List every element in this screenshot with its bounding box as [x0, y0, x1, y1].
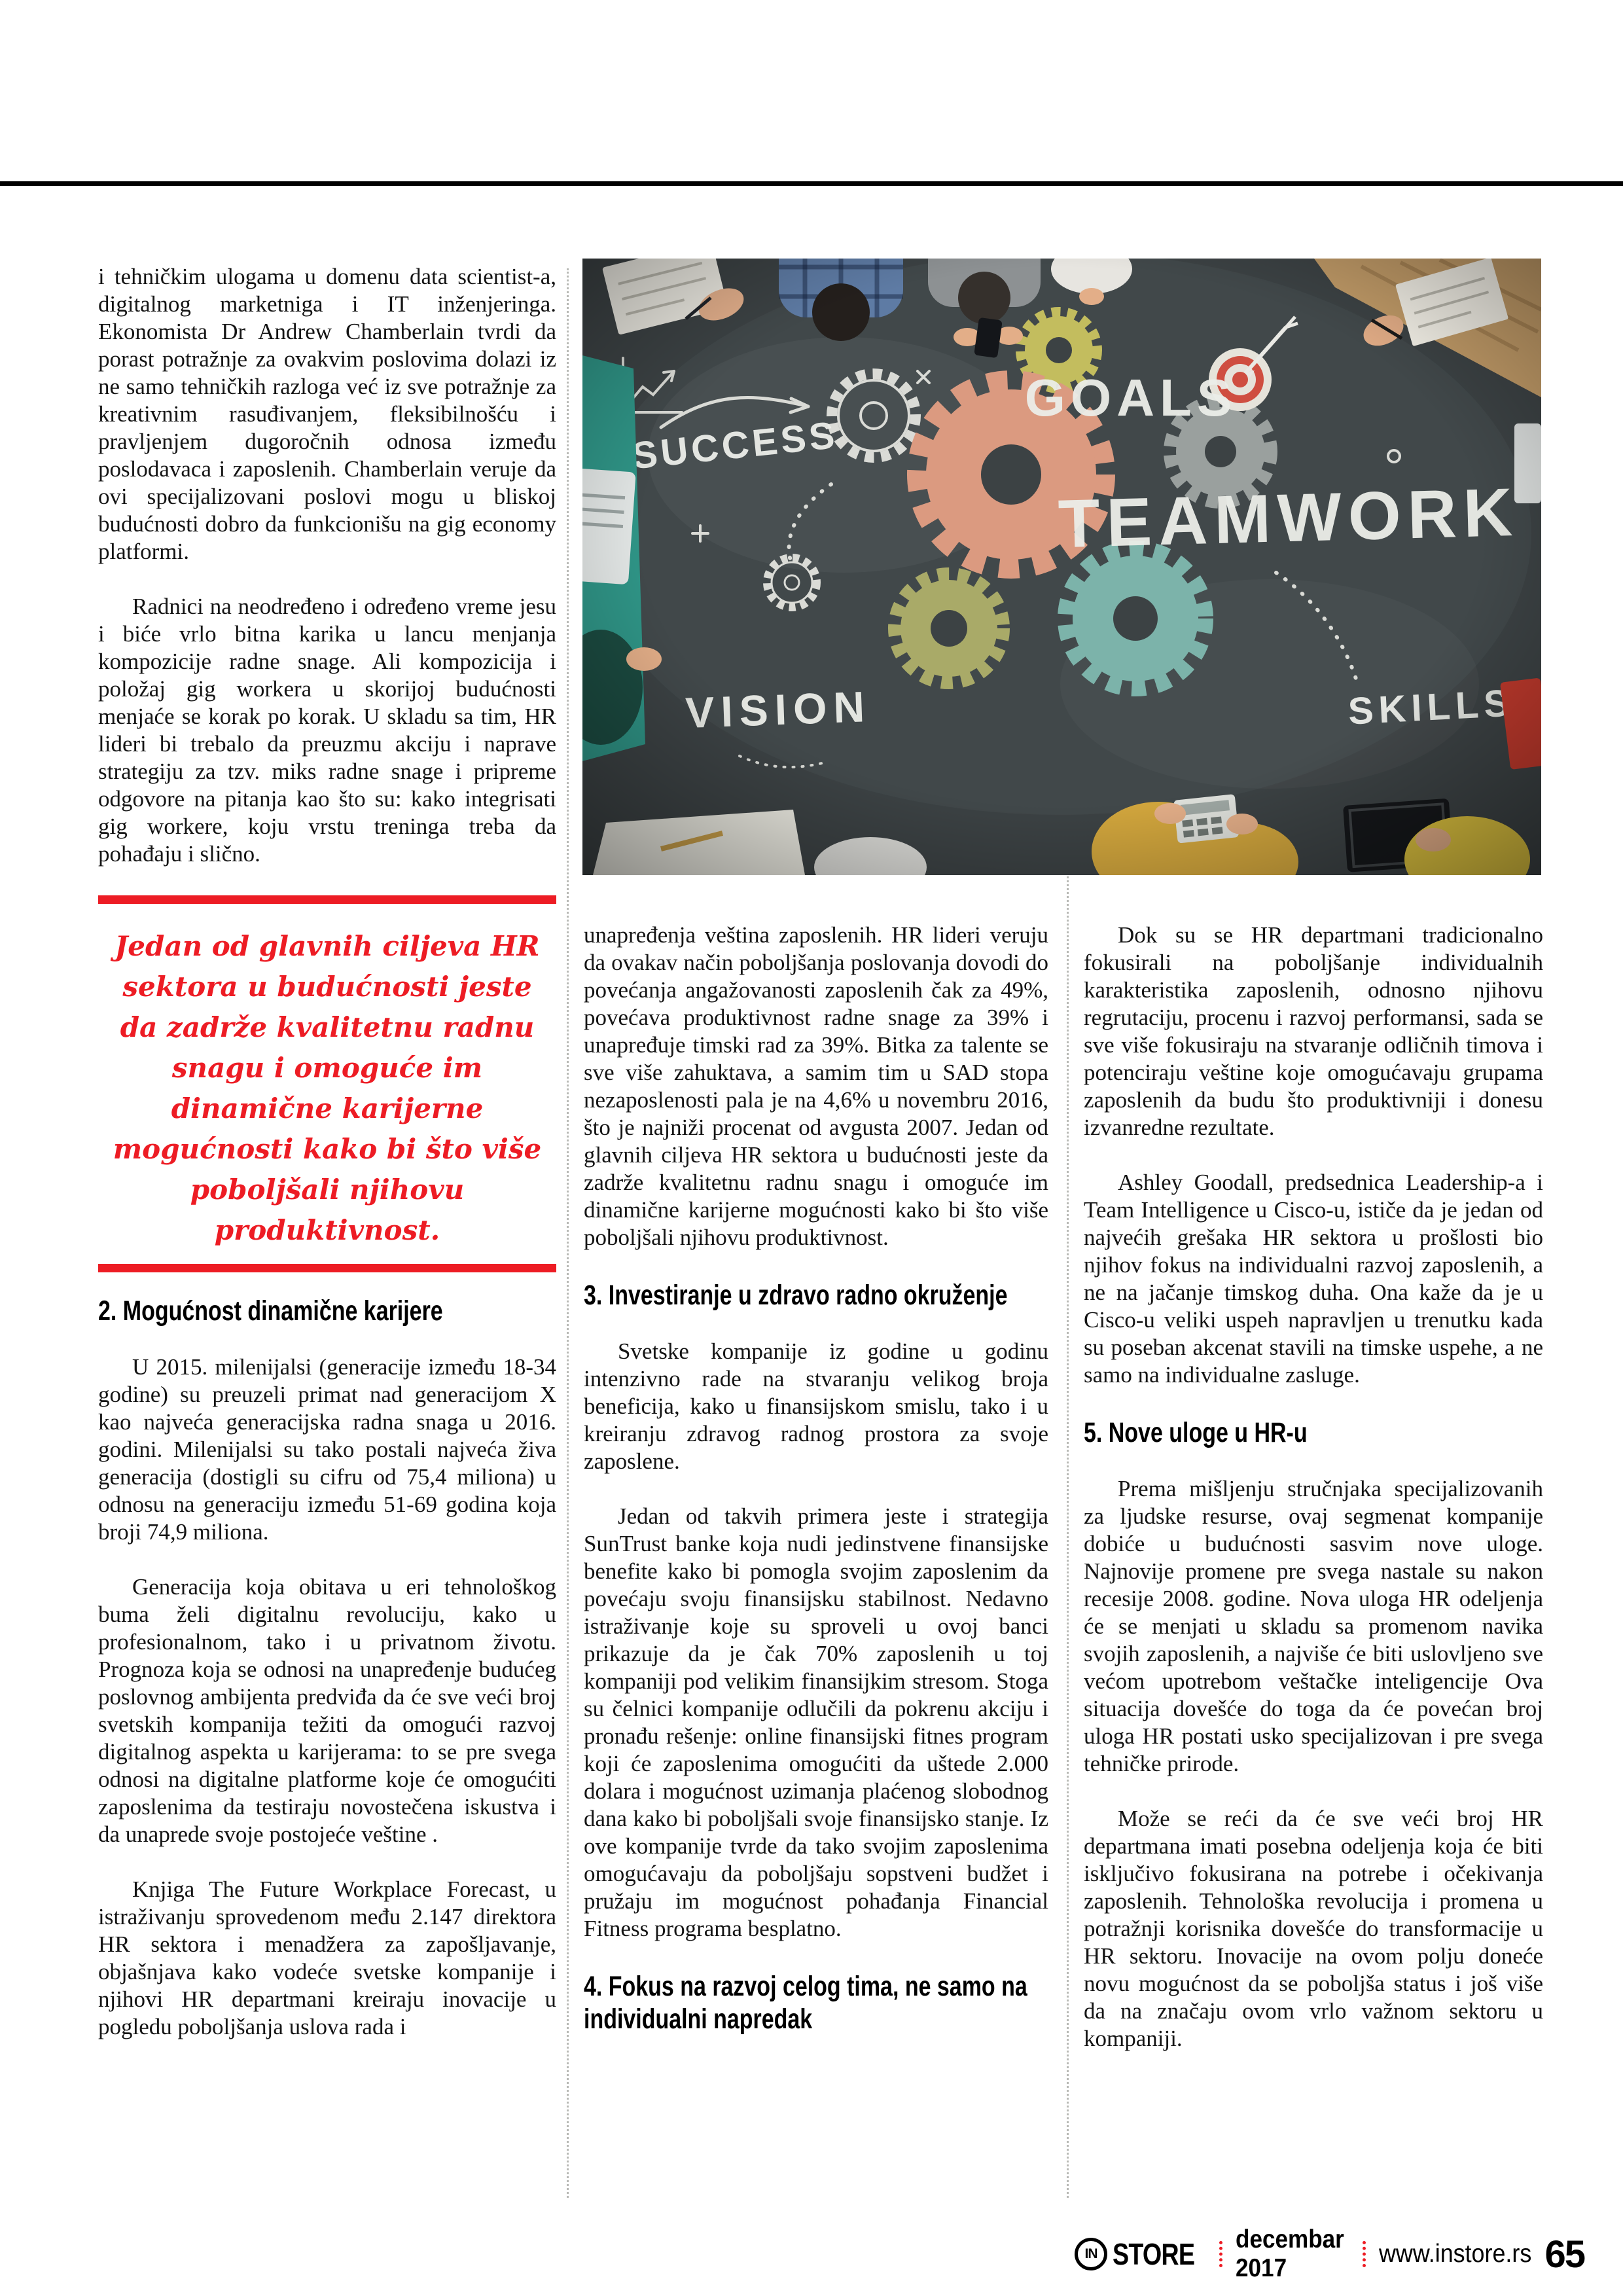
column-1: [98, 263, 556, 2068]
section-heading-2: 2. Mogućnost dinamične karijere: [98, 1295, 443, 1327]
body-paragraph: Može se reći da će sve veći broj HR departmana imati posebna odeljenja koja će biti isključivo fokusirana na potrebe i očekivanja zaposlenih. Tehnološka revolucija i promena u potražnji korisnika dovešće do transformacije u HR sektoru. Inovacije na ovom polju doneće novu mogućnost da se poboljša status i još više da na značaju ovom vrlo važnom sektoru u kompaniji.: [1084, 1806, 1543, 2051]
page-number: 65: [1544, 2233, 1584, 2276]
body-paragraph: Ashley Goodall, predsednica Leadership-a i Team Intelligence u Cisco-u, ističe da je jedan od najvećih grešaka HR sektora u prošlosti bio njihov fokus na individualni razvoj zaposlenih, a ne na jačanje timskog duha. Ona kaže da je u Cisco-u veliki uspeh napravljen u trenutku kada su poseban akcenat stavili na timske uspehe, a ne samo na individualne zasluge.: [1084, 1170, 1543, 1388]
body-paragraph: U 2015. milenijalsi (generacije između 18-34 godine) su preuzeli primat nad generacijom X kao najveća generacijska radna snaga u 2016. godini. Milenijalsi su tako postali najveća živa generacija (dostigli su cifru od 75,4 miliona) u odnosu na generaciju između 51-69 godina koja broji 74,9 miliona.: [98, 1354, 556, 1545]
section-heading-4: 4. Fokus na razvoj celog tima, ne samo na individualni napredak: [584, 1971, 1027, 2035]
footer-separator-icon: [1219, 2241, 1222, 2267]
body-paragraph: Prema mišljenju stručnjaka specijalizovanih za ljudske resurse, ovaj segmenat kompanije dobiće u budućnosti sasvim nove uloge. Najnovije promene pre svega nastale su nakon recesije 2008. godine. Nova uloga HR odeljenja će se menjati u skladu sa promenom navika svojih zaposlenih, a najviše će biti uslovljeno sve većom upotrebom veštačke inteligencije Ova situacija dovešće do toga da će povećan broj uloga HR postati usko specijalizovan i pre svega tehničke prirode.: [1084, 1476, 1543, 1776]
footer-website: www.instore.rs: [1378, 2240, 1532, 2268]
column-2: [584, 922, 1048, 2062]
section-heading-3: 3. Investiranje u zdravo radno okruženje: [584, 1280, 1008, 1311]
body-paragraph: Radnici na neodređeno i određeno vreme jesu i biće vrlo bitna karika u lancu menjanja kompozicije radne snage. Ali kompozicija i položaj gig workera u skorijoj budućnosti menjaće se korak po korak. U skladu sa tim, HR lideri bi trebalo da preuzmu akciju i naprave strategiju za tzv. miks radne snage i pripreme odgovore na pitanja kao što su: kako integrisati gig workere, koju vrstu treninga treba da pohađaju i slično.: [98, 594, 556, 867]
column-3: [1084, 922, 1543, 2080]
pullquote-rule-bottom: [98, 1264, 556, 1272]
body-paragraph: Generacija koja obitava u eri tehnološkog buma želi digitalnu revoluciju, kako u profesionalnom, tako i u privatnom životu. Prognoza koja se odnosi na unapređenje budućeg poslovnog ambijenta predviđa da će sve veći broj svetskih kompanija težiti da omogući razvoj digitalnog aspekta u karijerama: to se pre svega odnosi na digitalne platforme koje će omogućiti zaposlenima da testiraju novostečena iskustva i da unaprede svoje postojeće veštine .: [98, 1574, 556, 1847]
body-paragraph: unapređenja veština zaposlenih. HR lideri veruju da ovakav način poboljšanja poslovanja dovodi do povećanja angažovanosti zaposlenih čak za 49%, povećava produktivnost radne snage za 39% i unapređuje timski rad za 39%. Bitka za talente se sve više zahuktava, a samim tim u SAD stopa nezaposlenosti pala je na 4,6% u novembru 2016, što je najniži procenat od avgusta 2007. Jedan od glavnih ciljeva HR sektora u budućnosti jeste da zadrže kvalitetnu radnu snagu i omoguće im dinamične karijerne mogućnosti kako bi što više poboljšali njihovu produktivnost.: [584, 922, 1048, 1250]
pull-quote: Jedan od glavnih ciljeva HR sektora u budućnosti jeste da zadrže kvalitetnu radnu snagu i omoguće im dinamične karijerne mogućnosti kako bi što više poboljšali njihovu produktivnost.: [113, 930, 542, 1246]
footer-issue-date: decembar 2017: [1235, 2225, 1344, 2282]
instore-logo-wordmark: STORE: [1113, 2237, 1195, 2271]
section-heading-5: 5. Nove uloge u HR-u: [1084, 1417, 1308, 1448]
body-paragraph: Jedan od takvih primera jeste i strategija SunTrust banke koja nudi jedinstvene finansijske benefite kako bi pomogla svojim zaposlenim da povećaju svoju finansijsku stabilnost. Nedavno istraživanje koje su sproveli u ovoj banci prikazuje da je čak 70% zaposlenih u toj kompaniji pod velikim finansijkim stresom. Stoga su čelnici kompanije odlučili da pokrenu akciju i pronađu rešenje: online finansijski fitnes program koji će zaposlenima omogućiti da uštede 2.000 dolara i mogućnost uzimanja plaćenog slobodnog dana kako bi poboljšali svoje finansijsko stanje. Iz ove kompanije tvrde da tako svojim zaposlenima omogućavaju da poboljšaju sopstveni budžet i pružaju im mogućnost pohađanja Financial Fitness programa besplatno.: [584, 1503, 1048, 1941]
pullquote-rule-top: [98, 895, 556, 904]
body-paragraph: i tehničkim ulogama u domenu data scientist-a, digitalnog marketniga i IT inženjeringa. Ekonomista Dr Andrew Chamberlain tvrdi da porast potražnje za ovakvim poslovima dolazi iz ne samo tehničkih razloga već iz sve potražnje za kreativnim rasuđivanjem, fleksibilnošću i pravljenjem dugoročnih odnosa između poslodavaca i zaposlenih. Chamberlain veruje da ovi specijalizovani poslovi mogu u bliskoj budućnosti dobro da funkcionišu na gig economy platformi.: [98, 264, 556, 564]
page-footer: [1075, 2225, 1584, 2282]
instore-logo-in-circle: IN: [1075, 2238, 1107, 2270]
instore-logo-icon: [1075, 2236, 1213, 2272]
column-divider-left: [567, 268, 569, 2198]
footer-separator-icon: [1363, 2241, 1366, 2267]
body-paragraph: Dok su se HR departmani tradicionalno fokusirali na poboljšanje individualnih karakteristika zaposlenih, odnosno njihovu regrutaciju, procenu i razvoj performansi, sada se sve više fokusiraju na stvaranje odličnih timova i potenciraju veštine koje omogućavaju grupama zaposlenih da budu što produktivniji i donesu izvanredne rezultate.: [1084, 922, 1543, 1140]
top-rule: [0, 181, 1623, 186]
teamwork-chalkboard-photo: [582, 259, 1541, 875]
body-paragraph: Svetske kompanije iz godine u godinu intenzivno rade na stvaranju velikog broja beneficija, kako u finansijskom smislu, tako i u kreiranju zdravog radnog prostora za svoje zaposlene.: [584, 1338, 1048, 1474]
body-paragraph: Knjiga The Future Workplace Forecast, u istraživanju sprovedenom među 2.147 direktora HR sektora i menadžera za zapošljavanje, objašnjava kako vodeće svetske kompanije i njihovi HR departmani kreiraju inovacije u pogledu poboljšanja uslova rada i: [98, 1876, 556, 2039]
